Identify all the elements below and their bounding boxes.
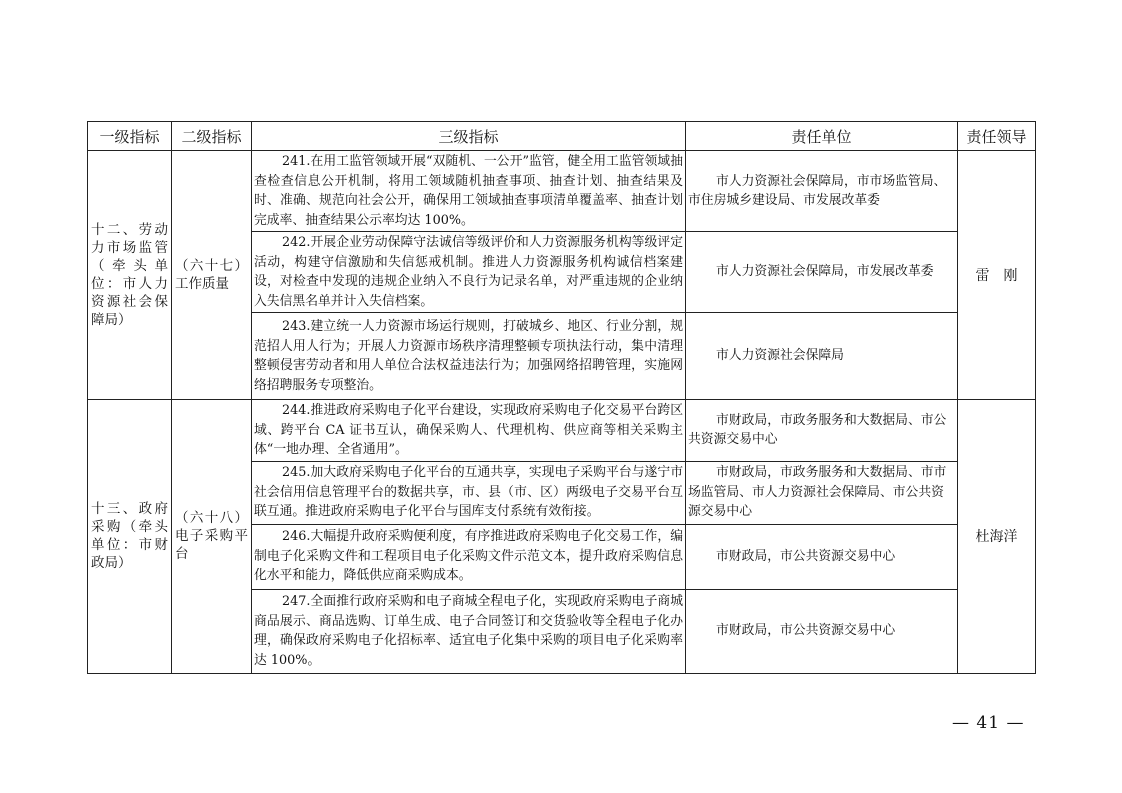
level3-cell [252,524,686,589]
table-row [88,400,1036,462]
level2-cell: （六十八）电子采购平台 [172,400,252,674]
level3-text: 241.在用工监管领域开展“双随机、一公开”监管，健全用工监管领域抽查检查信息公开机制，将用工领域随机抽查事项、抽查计划、抽查结果及时、准确、规范向社会公开，确保用工领域抽查事项清单覆盖率、抽查计划完成率、抽查结果公示率均达 100%。 [254,154,683,228]
unit-text: 市人力资源社会保障局，市发展改革委 [716,264,934,280]
page-number: — 41 — [952,713,1025,733]
unit-cell [686,524,958,589]
unit-cell [686,461,958,524]
leader-cell: 雷 刚 [958,151,1036,400]
header-leader: 责任领导 [958,122,1036,151]
indicator-table [87,121,1036,674]
table-row [88,151,1036,232]
unit-cell [686,589,958,673]
unit-cell [686,313,958,400]
level3-text: 244.推进政府采购电子化平台建设，实现政府采购电子化交易平台跨区域、跨平台 CA 证书互认，确保采购人、代理机构、供应商等相关采购主体“一地办理、全省通用”。 [254,403,683,457]
level3-cell [252,400,686,462]
unit-text: 市人力资源社会保障局 [716,348,844,364]
level3-cell [252,589,686,673]
level3-cell [252,151,686,232]
unit-text: 市财政局，市公共资源交易中心 [716,623,896,639]
unit-text: 市财政局，市政务服务和大数据局、市公共资源交易中心 [688,412,947,448]
level3-cell [252,232,686,313]
level3-cell [252,313,686,400]
level1-cell: 十二、劳动力市场监管（牵头单位：市人力资源社会保障局） [88,151,172,400]
level1-cell: 十三、政府采购（牵头单位：市财政局） [88,400,172,674]
level3-text: 242.开展企业劳动保障守法诚信等级评价和人力资源服务机构等级评定活动，构建守信激励和失信惩戒机制。推进人力资源服务机构诚信档案建设，对检查中发现的违规企业纳入不良行为记录名单，对严重违规的企业纳入失信黑名单并计入失信档案。 [254,235,683,309]
level3-text: 246.大幅提升政府采购便利度，有序推进政府采购电子化交易工作，编制电子化采购文件和工程项目电子化采购文件示范文本，提升政府采购信息化水平和能力，降低供应商采购成本。 [254,529,683,584]
header-level2: 二级指标 [172,122,252,151]
header-unit: 责任单位 [686,122,958,151]
level2-cell: （六十七）工作质量 [172,151,252,400]
level3-text: 245.加大政府采购电子化平台的互通共享，实现电子采购平台与遂宁市社会信用信息管理平台的数据共享，市、县（市、区）两级电子交易平台互联互通。推进政府采购电子化平台与国库支付系统有效衔接。 [254,465,683,520]
unit-cell [686,151,958,232]
unit-cell [686,232,958,313]
level3-text: 247.全面推行政府采购和电子商城全程电子化，实现政府采购电子商城商品展示、商品选购、订单生成、电子合同签订和交货验收等全程电子化办理，确保政府采购电子化招标率、适宜电子化集中采购的项目电子化采购率达 100%。 [254,594,683,668]
header-level3: 三级指标 [252,122,686,151]
unit-text: 市人力资源社会保障局，市市场监管局、市住房城乡建设局、市发展改革委 [688,173,947,208]
table-header-row [88,122,1036,151]
header-level1: 一级指标 [88,122,172,151]
level3-cell [252,461,686,524]
leader-cell: 杜海洋 [958,400,1036,674]
unit-text: 市财政局，市政务服务和大数据局、市市场监管局、市人力资源社会保障局、市公共资源交易中心 [688,465,947,520]
level3-text: 243.建立统一人力资源市场运行规则，打破城乡、地区、行业分割，规范招人用人行为；开展人力资源市场秩序清理整顿专项执法行动，集中清理整顿侵害劳动者和用人单位合法权益违法行为；加强网络招聘管理，实施网络招聘服务专项整治。 [254,319,683,393]
unit-text: 市财政局，市公共资源交易中心 [716,548,896,564]
unit-cell [686,400,958,462]
